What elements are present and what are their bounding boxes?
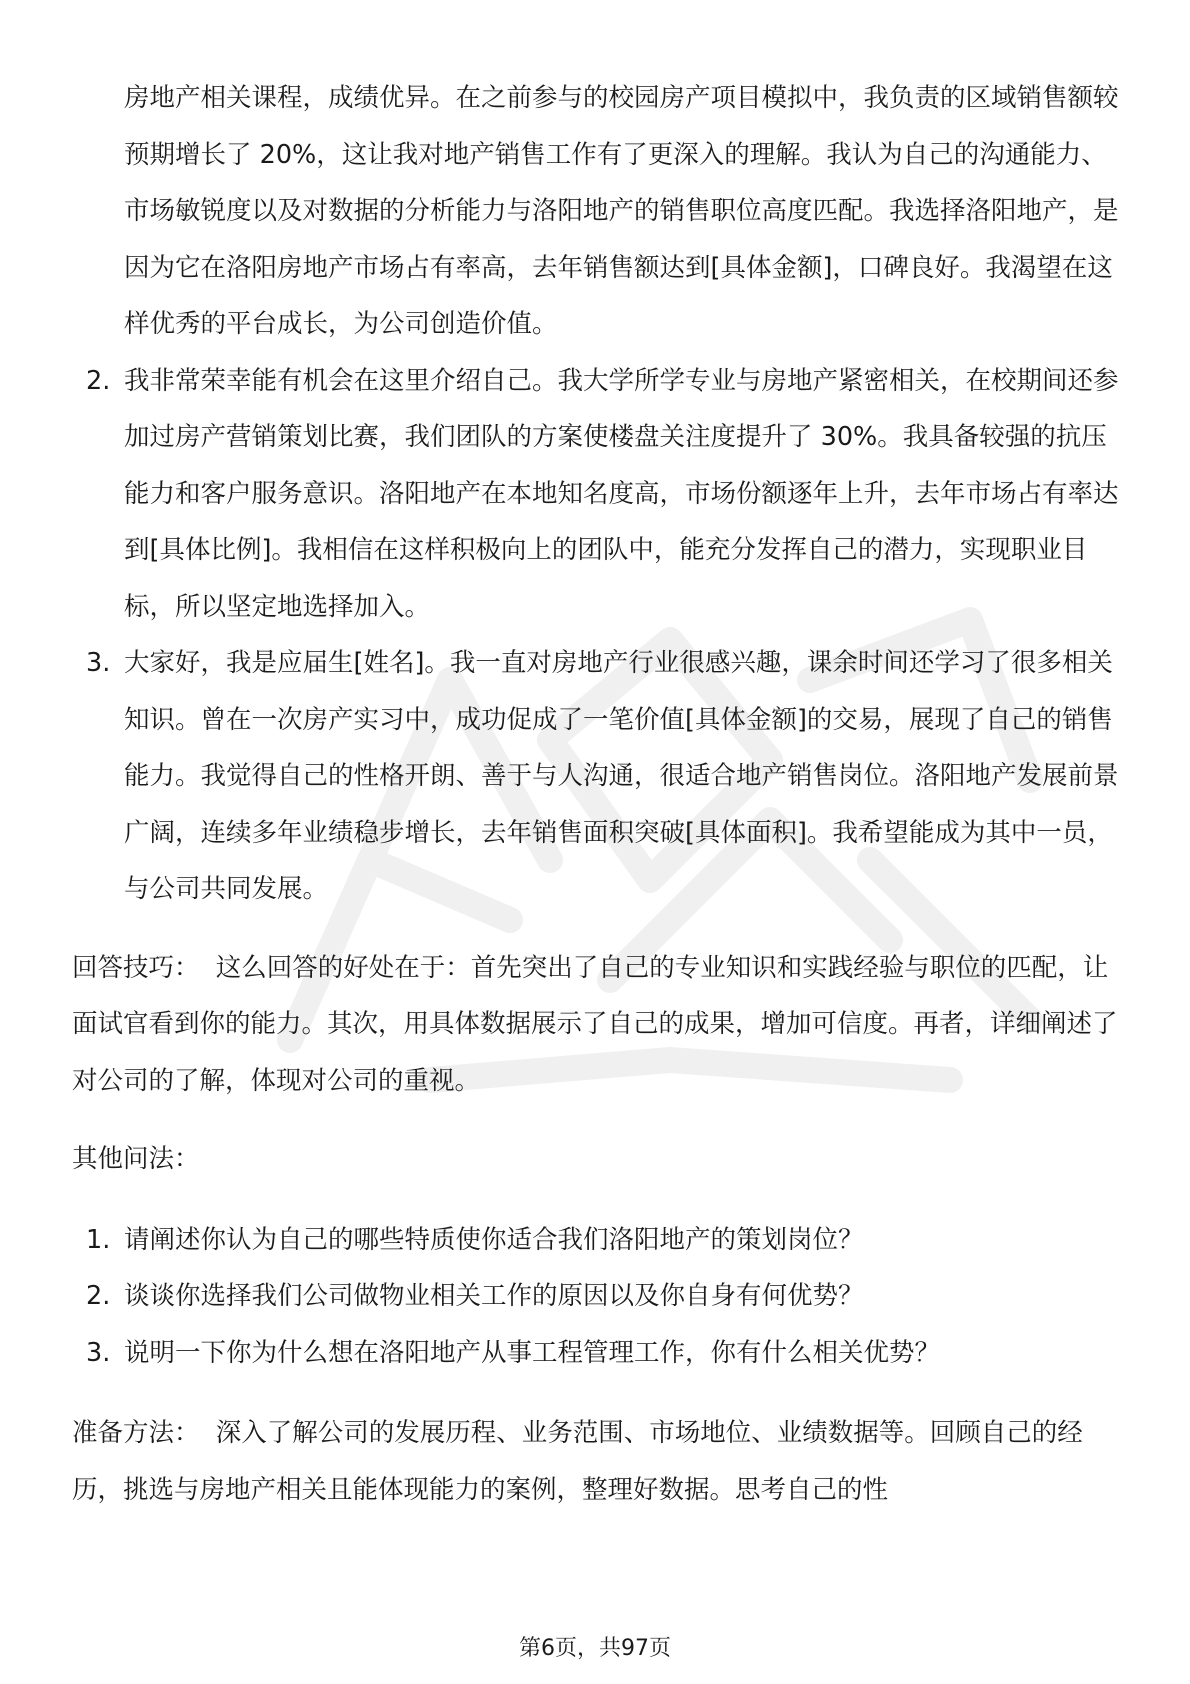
list-item-number: 3. [86,648,111,678]
preparation-label: 准备方法： [72,1418,200,1448]
spacer [72,918,1122,940]
list-item-number: 3. [86,1337,111,1368]
spacer [72,1188,1122,1212]
list-item [72,1212,1122,1269]
list-item-text: 大家好，我是应届生[姓名]。我一直对房地产行业很感兴趣，课余时间还学习了很多相关知识。曾在一次房产实习中，成功促成了一笔价值[具体金额]的交易，展现了自己的销售能力。我觉得自己的性格开朗、善于与人沟通，很适合地产销售岗位。洛阳地产发展前景广阔，连续多年业绩稳步增长，去年销售面积突破[具体面积]。我希望能成为其中一员，与公司共同发展。 [124,648,1119,904]
list-item-text: 谈谈你选择我们公司做物业相关工作的原因以及你自身有何优势？ [124,1281,864,1311]
list-item [72,1268,1122,1325]
list-item [72,353,1122,636]
answer-1-continuation: 房地产相关课程，成绩优异。在之前参与的校园房产项目模拟中，我负责的区域销售额较预期增长了 20%，这让我对地产销售工作有了更深入的理解。我认为自己的沟通能力、市场敏锐度以及对数据的分析能力与洛阳地产的销售职位高度匹配。我选择洛阳地产，是因为它在洛阳房地产市场占有率高，去年销售额达到[具体金额]，口碑良好。我渴望在这样优秀的平台成长，为公司创造价值。 [124,83,1119,339]
list-item-number: 1. [86,1224,111,1255]
list-item [72,635,1122,918]
answer-list [72,353,1122,918]
list-item-text: 说明一下你为什么想在洛阳地产从事工程管理工作，你有什么相关优势？ [124,1337,941,1368]
list-item [72,1325,1122,1382]
list-item-text: 请阐述你认为自己的哪些特质使你适合我们洛阳地产的策划岗位？ [124,1224,864,1255]
list-item-text: 我非常荣幸能有机会在这里介绍自己。我大学所学专业与房地产紧密相关，在校期间还参加过房产营销策划比赛，我们团队的方案使楼盘关注度提升了 30%。我具备较强的抗压能力和客户服务意识。洛阳地产在本地知名度高，市场份额逐年上升，去年市场占有率达到[具体比例]。我相信在这样积极向上的团队中，能充分发挥自己的潜力，实现职业目标，所以坚定地选择加入。 [124,365,1119,622]
spacer [72,1381,1122,1405]
other-questions-heading: 其他问法： [72,1144,200,1174]
spacer [72,1109,1122,1131]
list-item-number: 2. [86,1281,111,1311]
preparation-paragraph [72,1405,1122,1518]
other-questions-list [72,1212,1122,1382]
tips-text: 这么回答的好处在于：首先突出了自己的专业知识和实践经验与职位的匹配，让面试官看到你的能力。其次，用具体数据展示了自己的成果，增加可信度。再者，详细阐述了对公司的了解，体现对公司的重视。 [72,952,1118,1096]
page-number-footer: 第6页，共97页 [519,1636,671,1661]
tips-label: 回答技巧： [72,952,200,983]
main-content [72,70,1122,1518]
tips-paragraph [72,940,1122,1110]
list-item-number: 2. [86,365,111,396]
preparation-text: 深入了解公司的发展历程、业务范围、市场地位、业绩数据等。回顾自己的经历，挑选与房地产相关且能体现能力的案例，整理好数据。思考自己的性 [72,1418,1083,1505]
